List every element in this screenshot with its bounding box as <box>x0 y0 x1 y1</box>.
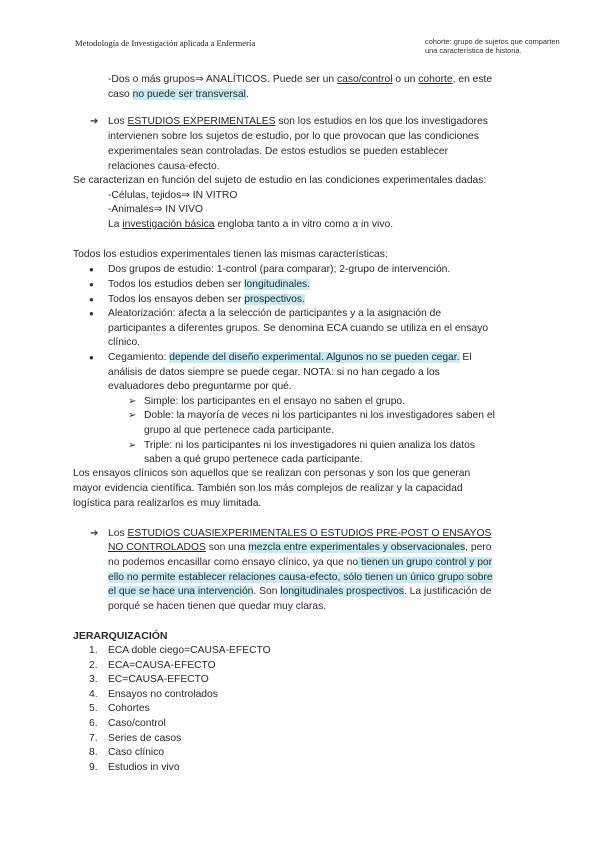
text-line: -Células, tejidos⇒ IN VITRO <box>108 190 238 201</box>
bullet-icon: ● <box>89 309 94 318</box>
underlined-term: ESTUDIOS CUASIEXPERIMENTALES O ESTUDIOS PRE-POST O ENSAYOS <box>127 528 492 539</box>
sub-list-item: Doble: la mayoría de veces ni los participantes ni los investigadores saben el <box>144 410 495 421</box>
bullet-icon: ● <box>89 353 94 362</box>
text-line: -Animales⇒ IN VIVO <box>108 204 204 215</box>
highlighted-text: prospectivos. <box>244 294 305 305</box>
text-line <box>108 541 491 555</box>
highlighted-text: longitudinales. <box>244 279 311 290</box>
text-line <box>108 585 492 599</box>
arrow-bullet-icon: ➔ <box>90 528 99 539</box>
text-line: análisis de datos siempre se puede cegar. NOTA: si no han cegado a los <box>108 367 440 378</box>
hierarchy-list-item: ECA doble ciego=CAUSA-EFECTO <box>108 645 271 656</box>
text-line <box>108 88 249 102</box>
text-run: El <box>459 352 472 363</box>
highlighted-text: mezcla entre experimentales y observacionales <box>248 542 466 553</box>
text-line: Se caracterizan en función del sujeto de estudio en las condiciones experimentales dadas: <box>73 175 487 186</box>
document-header-title: Metodología de Investigación aplicada a Enfermería <box>75 38 256 48</box>
text-line: grupo al que pertenece cada participante. <box>144 425 335 436</box>
text-line <box>108 556 492 570</box>
bullet-icon: ● <box>89 280 94 289</box>
text-line: relaciones causa-efecto. <box>108 161 220 172</box>
text-line <box>108 73 492 87</box>
arrow-bullet-icon: ➔ <box>90 116 99 127</box>
text-run: Todos los ensayos deben ser <box>108 294 245 305</box>
highlighted-text: no puede ser transversal <box>132 89 246 100</box>
bullet-icon: ● <box>89 295 94 304</box>
underlined-term: ESTUDIOS EXPERIMENTALES <box>127 116 276 127</box>
text-line <box>108 571 493 585</box>
text-run: Los <box>108 528 128 539</box>
text-run: o un <box>392 74 419 85</box>
text-run: Cegamiento: <box>108 352 170 363</box>
margin-note-line: una característica de historia. <box>425 45 522 55</box>
list-item: Aleatorización: afecta a la selección de participantes y a la asignación de <box>108 308 442 319</box>
text-line <box>108 218 393 232</box>
list-number: 9. <box>89 761 98 773</box>
highlighted-text: longitudinales prospectivos <box>280 586 404 597</box>
list-number: 2. <box>89 659 98 671</box>
text-run: . Son <box>253 586 281 597</box>
text-run: , pero <box>465 542 492 553</box>
bullet-icon: ● <box>89 265 94 274</box>
text-line: Todos los estudios experimentales tienen las mismas características: <box>73 249 388 260</box>
highlighted-text: depende del diseño experimental. Algunos no se pueden cegar. <box>169 352 460 363</box>
sub-list-item: Triple: ni los participantes ni los investigadores ni quien analiza los datos <box>144 440 476 451</box>
sub-bullet-icon: ➢ <box>128 396 137 407</box>
text-run: Los <box>108 116 128 127</box>
sub-bullet-icon: ➢ <box>128 410 137 421</box>
text-run: La <box>108 219 123 230</box>
text-line: saben a qué grupo pertenece cada participante. <box>144 454 363 465</box>
hierarchy-list-item: Cohortes <box>108 703 150 715</box>
text-line: mayor evidencia científica. También son los más complejos de realizar y la capacidad <box>73 483 463 494</box>
text-line <box>108 527 491 541</box>
list-number: 1. <box>89 645 98 656</box>
list-number: 6. <box>89 718 98 729</box>
list-item <box>108 351 472 365</box>
list-item: Dos grupos de estudio: 1-control (para comparar); 2-grupo de intervención. <box>108 264 451 275</box>
text-run: . <box>245 89 249 100</box>
list-item <box>108 278 310 292</box>
highlighted-text: el que se hace una intervención <box>108 586 254 597</box>
hierarchy-list-item: Caso/control <box>108 718 166 729</box>
text-run: engloba tanto a in vitro como a in vivo. <box>214 219 394 230</box>
underlined-term: NO CONTROLADOS <box>108 542 206 553</box>
text-run: . La justificación de <box>403 586 492 597</box>
text-run: , en este <box>452 74 493 85</box>
text-line: evaluadores debo preguntarme por qué. <box>108 381 292 392</box>
text-line: experimentales sean controladas. De estos estudios se pueden establecer <box>108 146 449 157</box>
text-run: no podemos encasillar como ensayo clínico, ya que no <box>108 557 359 568</box>
list-number: 3. <box>89 674 98 686</box>
text-run: caso <box>108 89 133 100</box>
text-line: participantes a diferentes grupos. Se denomina ECA cuando se utiliza en el ensayo <box>108 323 489 334</box>
text-line: logística para realizarlos es muy limitada. <box>73 498 262 509</box>
hierarchy-list-item: Ensayos no controlados <box>108 688 218 700</box>
text-line: intervienen sobre los sujetos de estudio, por lo que provocan que las condiciones <box>108 131 479 142</box>
hierarchy-list-item: ECA=CAUSA-EFECTO <box>108 659 216 671</box>
underlined-term: cohorte <box>418 74 453 85</box>
hierarchy-list-item: EC=CAUSA-EFECTO <box>108 674 209 686</box>
text-run: son los estudios en los que los investigadores <box>275 116 488 127</box>
hierarchy-list-item: Caso clínico <box>108 747 165 759</box>
text-run: son una <box>205 542 249 553</box>
highlighted-text: ello no permite establecer relaciones causa-efecto, sólo tienen un único grupo sobre <box>108 572 493 583</box>
underlined-term: caso/control <box>336 74 393 85</box>
highlighted-text: tienen un grupo control y por <box>358 557 493 568</box>
text-line: Los ensayos clínicos son aquellos que se realizan con personas y son los que generan <box>73 468 471 479</box>
text-run: -Dos o más grupos⇒ ANALÍTICOS. Puede ser un <box>108 74 337 85</box>
margin-note-line: cohorte: grupo de sujetos que comparten <box>425 37 560 46</box>
text-run: Todos los estudios deben ser <box>108 279 245 290</box>
list-number: 8. <box>89 747 98 759</box>
sub-bullet-icon: ➢ <box>128 440 137 451</box>
margin-note <box>425 38 560 55</box>
section-heading: JERARQUIZACIÓN <box>73 630 168 642</box>
underlined-term: investigación básica <box>122 219 215 230</box>
list-number: 4. <box>89 688 98 700</box>
text-line: clínico. <box>108 337 141 348</box>
list-number: 5. <box>89 703 98 715</box>
text-line: porqué se hacen tienen que quedar muy claras. <box>108 601 327 612</box>
text-line <box>108 115 488 129</box>
hierarchy-list-item: Series de casos <box>108 732 182 744</box>
list-number: 7. <box>89 732 98 744</box>
list-item <box>108 293 305 307</box>
hierarchy-list-item: Estudios in vivo <box>108 761 180 773</box>
sub-list-item: Simple: los participantes en el ensayo no saben el grupo. <box>144 396 406 407</box>
